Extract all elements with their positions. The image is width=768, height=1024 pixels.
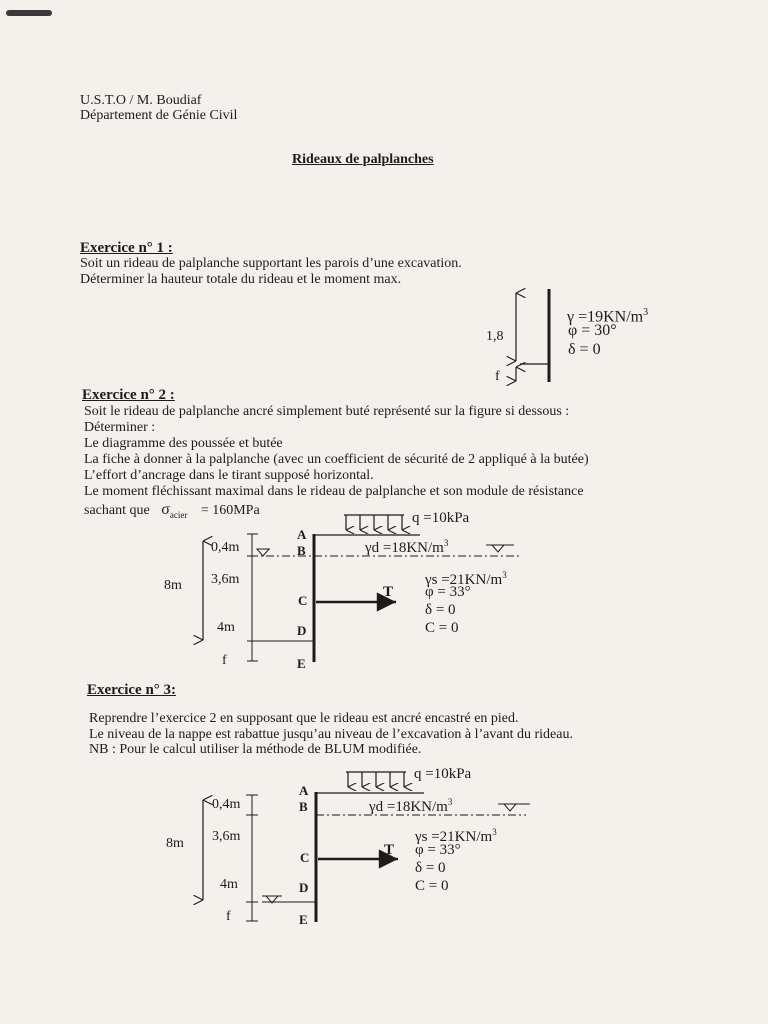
ex2-gamma-s: $\gamma s =21KN/m^3$ [425, 570, 507, 588]
ex2-surcharge-label: q =10kPa [412, 510, 470, 526]
ex2-total-height-label: 8m [164, 578, 182, 593]
ex1-height-label: 1,8 [486, 329, 504, 344]
institution: U.S.T.O / M. Boudiaf [80, 93, 202, 108]
ex2-anchor-label: T [383, 584, 394, 600]
ex2-point-D: D [297, 623, 307, 638]
ex1-delta: δ = 0 [568, 341, 601, 358]
ex3-water-symbol-right [504, 804, 516, 811]
ex2-line-3: Le diagramme des poussée et butée [84, 436, 283, 451]
ex2-dim-f: f [222, 653, 227, 668]
ex3-dim-3-6: 3,6m [212, 829, 241, 844]
ex3-point-D: D [299, 880, 309, 895]
ex2-delta: δ = 0 [425, 602, 456, 618]
ex2-point-A: A [297, 527, 307, 542]
ex1-line-1: Soit un rideau de palplanche supportant les parois d’une excavation. [80, 256, 462, 271]
ex2-dim-3-6: 3,6m [211, 572, 240, 587]
ex2-cohesion: C = 0 [425, 620, 459, 636]
ex2-point-E: E [297, 656, 306, 671]
ex2-dim-4: 4m [217, 620, 235, 635]
ex3-cohesion: C = 0 [415, 878, 449, 894]
ex3-line-1: Reprendre l’exercice 2 en supposant que le rideau est ancré encastré en pied. [89, 711, 519, 726]
page-title: Rideaux de palplanches [292, 152, 434, 167]
ex3-delta: δ = 0 [415, 860, 446, 876]
ex3-total-height-label: 8m [166, 836, 184, 851]
ex3-point-B: B [299, 799, 308, 814]
ex3-point-A: A [299, 783, 309, 798]
ex2-line-5: L’effort d’ancrage dans le tirant supposé horizontal. [84, 468, 374, 483]
ex3-surcharge-label: q =10kPa [414, 766, 472, 782]
ex2-heading: Exercice n° 2 : [82, 387, 175, 403]
ex3-point-C: C [300, 850, 310, 865]
ex1-heading: Exercice n° 1 : [80, 240, 173, 256]
ex3-dim-4: 4m [220, 877, 238, 892]
ex3-point-E: E [299, 912, 308, 927]
ex2-gamma-d: $\gamma d =18KN/m^3$ [365, 538, 449, 556]
ex3-gamma-d: $\gamma d =18KN/m^3$ [369, 797, 453, 815]
ex3-line-2: Le niveau de la nappe est rabattue jusqu’au niveau de l’excavation à l’avant du rideau. [89, 727, 573, 742]
ex2-sigma-line: sachant que $\sigma_{acier} = 160MPa$ [84, 501, 260, 520]
ex1-line-2: Déterminer la hauteur totale du rideau et le moment max. [80, 272, 402, 287]
ex3-gamma-s: $\gamma s =21KN/m^3$ [415, 827, 497, 845]
ex2-line-6: Le moment fléchissant maximal dans le rideau de palplanche et son module de résistance [84, 484, 584, 499]
ex3-dim-f: f [226, 909, 231, 924]
ex3-heading: Exercice n° 3: [87, 682, 177, 698]
ex1-phi: φ = 30° [568, 322, 617, 339]
ex3-dim-0-4: 0,4m [212, 797, 241, 812]
ex3-anchor-label: T [384, 842, 395, 858]
department: Département de Génie Civil [80, 108, 238, 123]
ex1-fiche-label: f [495, 369, 500, 384]
ex2-point-B: B [297, 543, 306, 558]
ex3-surcharge-arrows [346, 772, 406, 787]
ex3-line-3: NB : Pour le calcul utiliser la méthode de BLUM modifiée. [89, 742, 422, 757]
ex2-phi: φ = 33° [425, 584, 471, 600]
ex2-line-2: Déterminer : [84, 420, 156, 435]
ex1-gamma: $\gamma =19KN/m^3$ [567, 307, 649, 326]
ex2-point-C: C [298, 593, 308, 608]
ex2-line-1: Soit le rideau de palplanche ancré simplement buté représenté sur la figure si dessous : [84, 404, 570, 419]
ex2-line-4: La fiche à donner à la palplanche (avec un coefficient de sécurité de 2 appliqué à la butée) [84, 452, 589, 467]
ex2-dim-0-4: 0,4m [211, 540, 240, 555]
ex3-phi: φ = 33° [415, 842, 461, 858]
